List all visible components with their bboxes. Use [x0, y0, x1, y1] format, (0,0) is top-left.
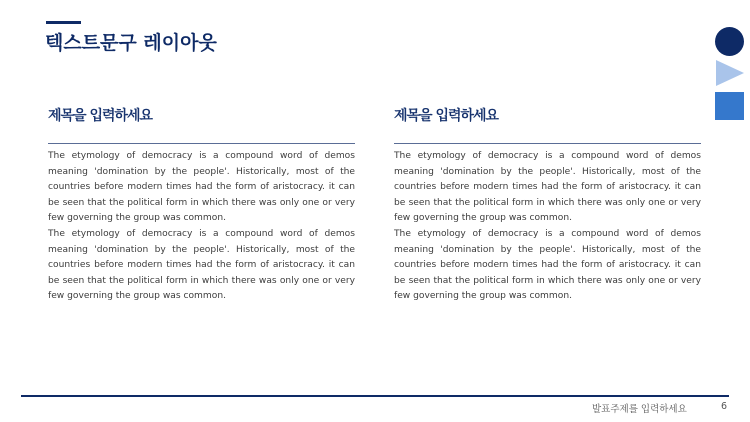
body-paragraph: The etymology of democracy is a compound word of demos meaning 'domination by the people'. Historically, most of the countries before modern times had the form of aristocracy. it can be seen that the political form in which there was only one or very few governing the group was common. [48, 151, 355, 224]
column-body [394, 149, 701, 305]
column-divider [394, 143, 701, 144]
text-column-left [48, 105, 355, 305]
text-column-right [394, 105, 701, 305]
column-divider [48, 143, 355, 144]
circle-icon [715, 27, 744, 56]
page-number: 6 [721, 401, 728, 412]
page-title: 텍스트문구 레이아웃 [45, 32, 217, 54]
triangle-icon [716, 60, 744, 86]
column-heading: 제목을 입력하세요 [394, 108, 499, 124]
title-accent-bar [46, 21, 81, 24]
body-paragraph: The etymology of democracy is a compound word of demos meaning 'domination by the people'. Historically, most of the countries before modern times had the form of aristocracy. it can be seen that the political form in which there was only one or very few governing the group was common. [394, 151, 701, 224]
column-body [48, 149, 355, 305]
body-paragraph: The etymology of democracy is a compound word of demos meaning 'domination by the people'. Historically, most of the countries before modern times had the form of aristocracy. it can be seen that the political form in which there was only one or very few governing the group was common. [394, 228, 701, 302]
footer-divider [21, 395, 729, 397]
footer-topic: 발표주제를 입력하세요 [592, 404, 687, 415]
body-paragraph: The etymology of democracy is a compound word of demos meaning 'domination by the people'. Historically, most of the countries before modern times had the form of aristocracy. it can be seen that the political form in which there was only one or very few governing the group was common. [48, 228, 355, 302]
square-icon [715, 92, 744, 120]
column-heading: 제목을 입력하세요 [48, 108, 153, 124]
